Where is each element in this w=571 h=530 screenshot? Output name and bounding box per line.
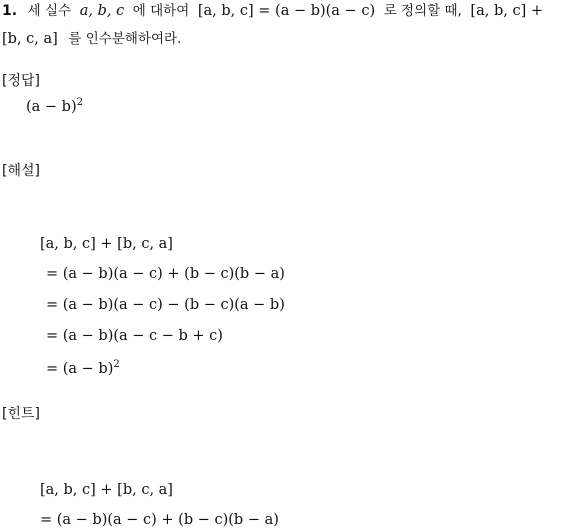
problem-expression: [b, c, a] <box>2 31 58 47</box>
answer-exponent: 2 <box>76 97 83 108</box>
problem-text-a: 세 실수 <box>27 3 72 19</box>
answer-header: [정답] <box>2 73 40 89</box>
explanation-last-exponent: 2 <box>113 359 120 370</box>
problem-text-d: 를 인수분해하여라. <box>68 31 182 47</box>
explanation-line-2: = (a − b)(a − c) + (b − c)(b − a) <box>46 266 285 282</box>
explanation-last-base: = (a − b) <box>46 360 114 377</box>
answer-value <box>26 98 83 114</box>
answer-base: (a − b) <box>26 98 77 115</box>
hint-header: [힌트] <box>2 406 40 422</box>
problem-definition: [a, b, c] = (a − b)(a − c) <box>197 3 376 19</box>
problem-line-2 <box>2 32 181 47</box>
explanation-line-4: = (a − b)(a − c − b + c) <box>46 328 223 344</box>
problem-text-c: 로 정의할 때, <box>383 3 462 19</box>
explanation-line-3: = (a − b)(a − c) − (b − c)(a − b) <box>46 297 285 313</box>
explanation-line-1: [a, b, c] + [b, c, a] <box>40 236 173 252</box>
explanation-line-5 <box>46 360 120 376</box>
problem-line-1 <box>2 4 543 19</box>
problem-number: 1. <box>2 3 18 19</box>
problem-expression-tail: [a, b, c] + <box>470 3 543 19</box>
explanation-header: [해설] <box>2 163 40 179</box>
problem-text-b: 에 대하여 <box>132 3 190 19</box>
hint-line-1: [a, b, c] + [b, c, a] <box>40 482 173 498</box>
problem-variables: a, b, c <box>79 3 125 19</box>
hint-line-2: = (a − b)(a − c) + (b − c)(b − a) <box>40 512 279 528</box>
